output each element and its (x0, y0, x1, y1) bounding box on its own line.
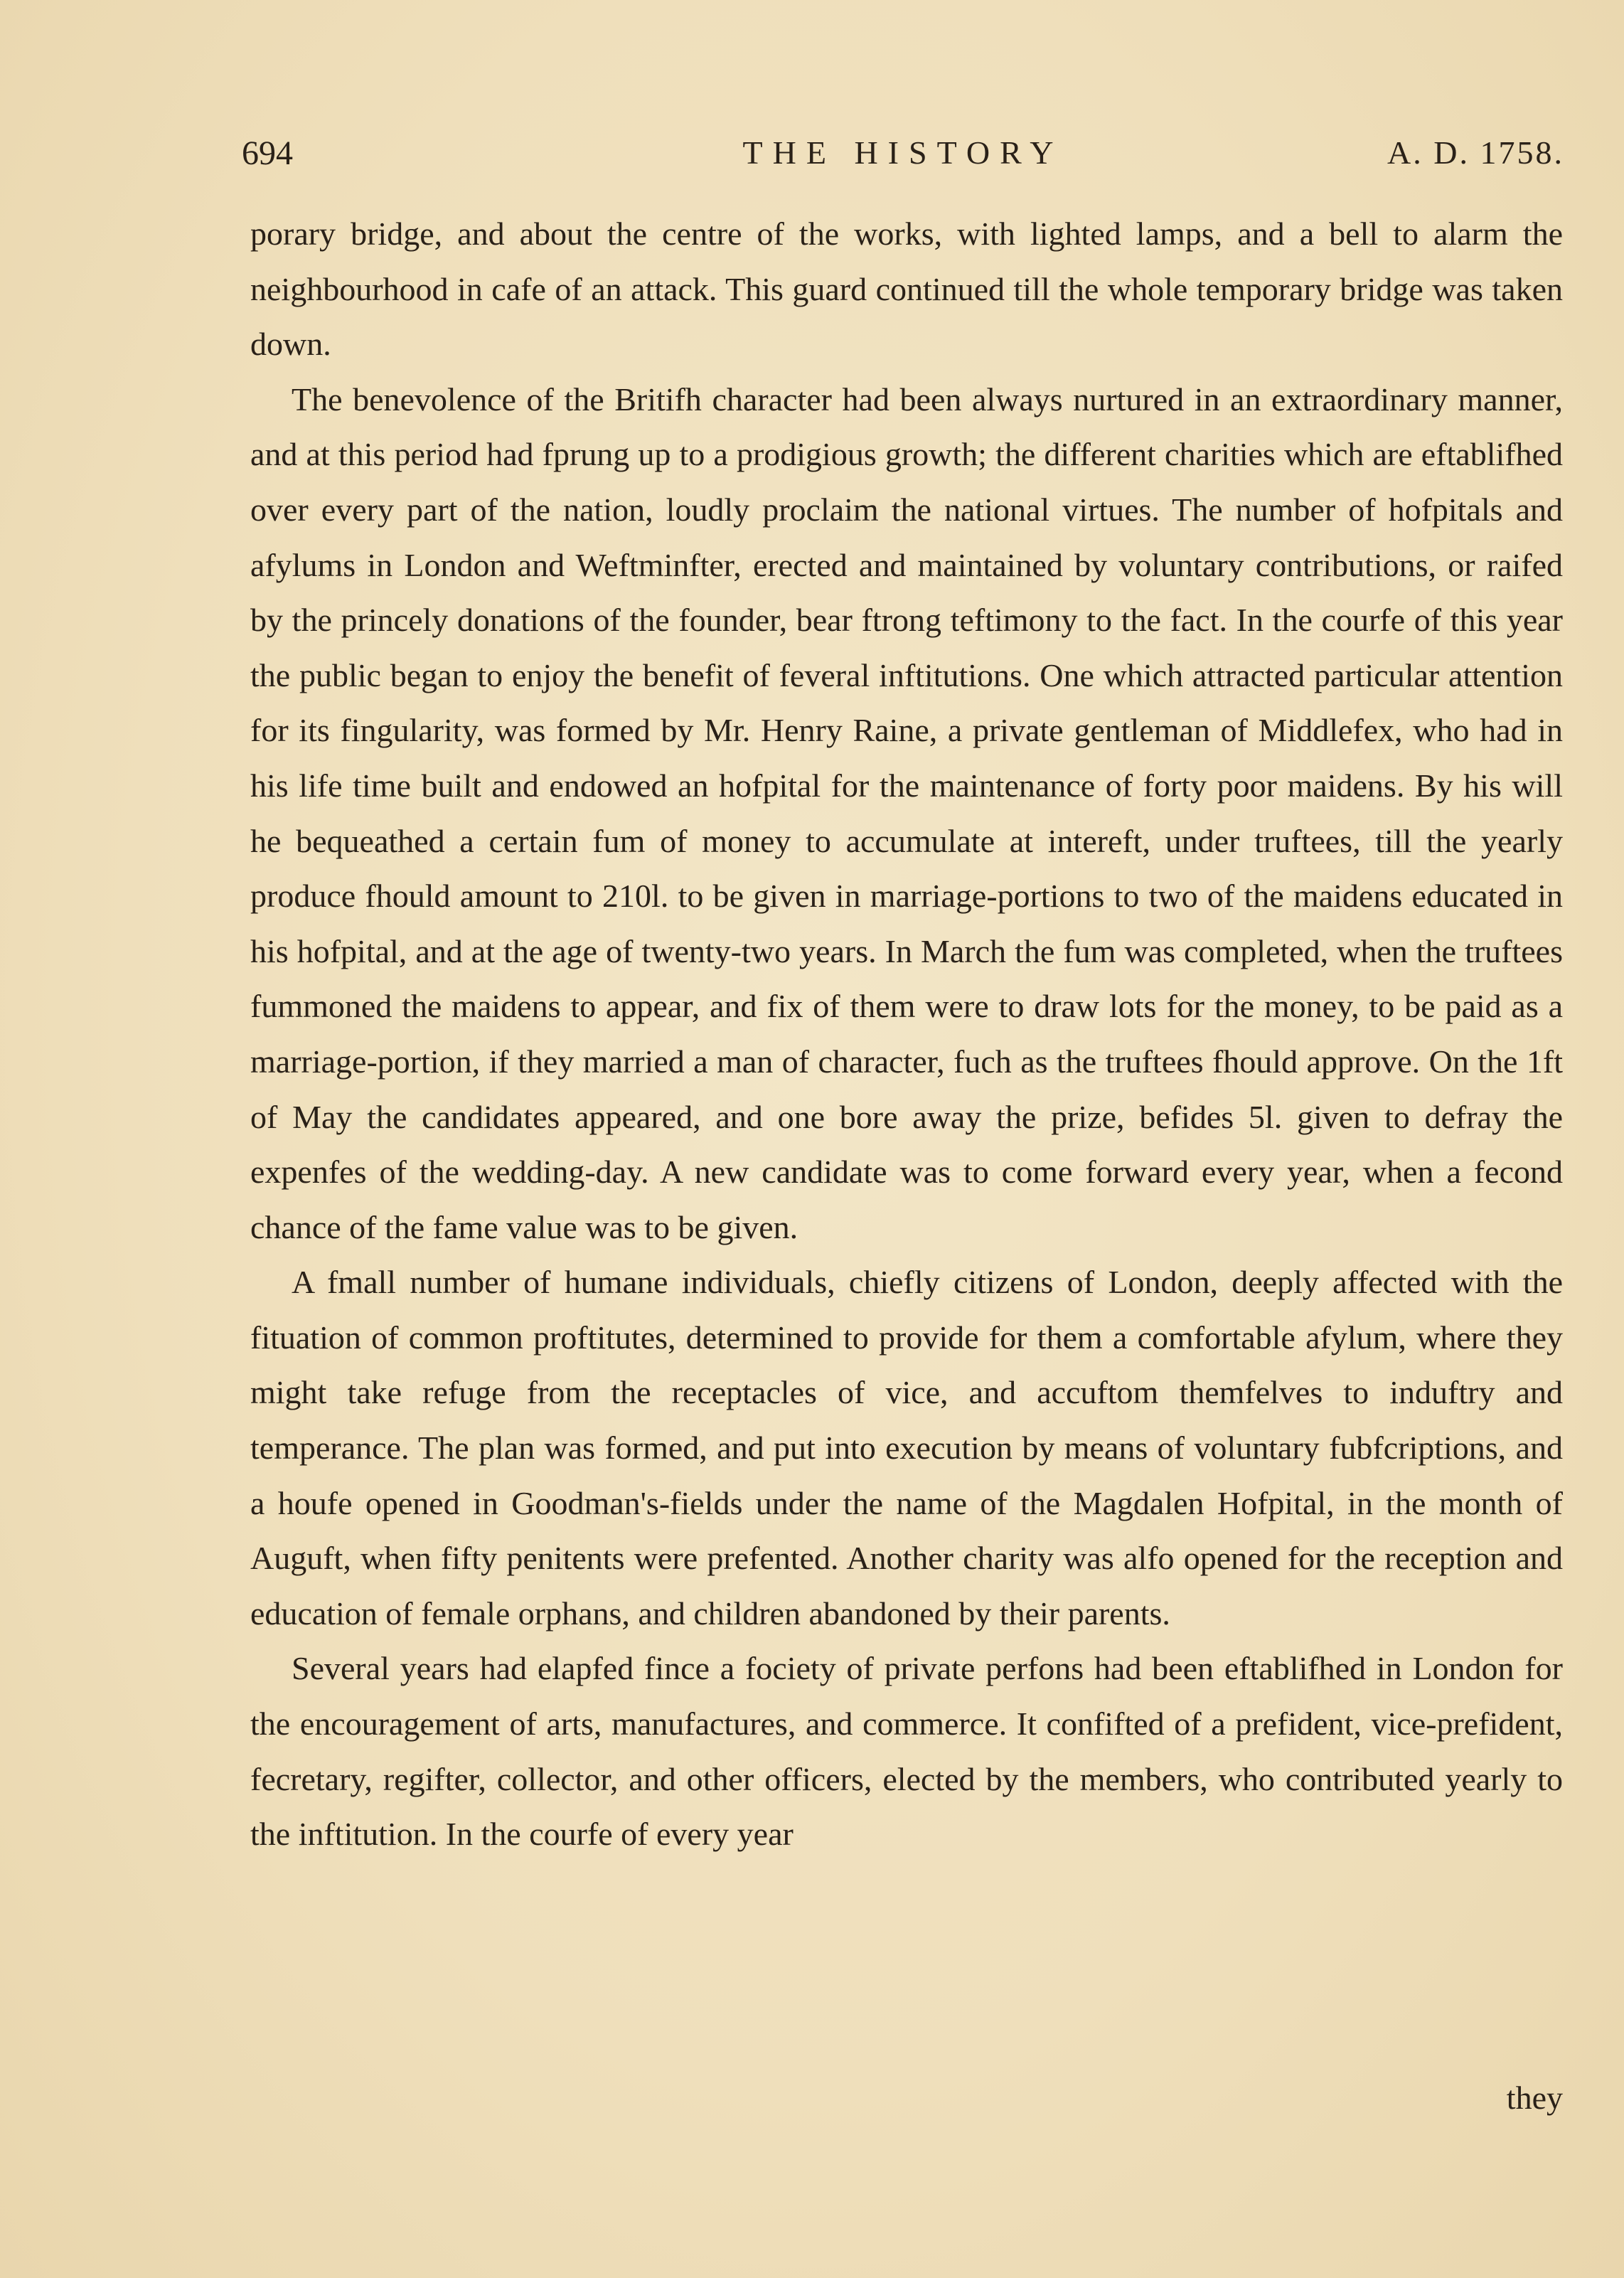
page-number: 694 (242, 134, 293, 172)
paragraph-benevolence: The benevolence of the Britifh character had been always nurtured in an extraordinary manner, and at this period had fprung up to a prodigious growth; the different charities which are eftablifhed over every part of the nation, loudly proclaim the national virtues. The number of hofpitals and afylums in London and Weftminfter, erected and maintained by voluntary contributions, or raifed by the princely donations of the founder, bear ftrong teftimony to the fact. In the courfe of this year the public began to enjoy the benefit of feveral inftitutions. One which attracted particular attention for its fingularity, was formed by Mr. Henry Raine, a private gentleman of Middlefex, who had in his life time built and endowed an hofpital for the maintenance of forty poor maidens. By his will he bequeathed a certain fum of money to accumulate at intereft, under truftees, till the yearly produce fhould amount to 210l. to be given in marriage-portions to two of the maidens educated in his hofpital, and at the age of twenty-two years. In March the fum was completed, when the truftees fummoned the maidens to appear, and fix of them were to draw lots for the money, to be paid as a marriage-portion, if they married a man of character, fuch as the truftees fhould approve. On the 1ft of May the candidates appeared, and one bore away the prize, befides 5l. given to defray the expenfes of the wedding-day. A new candidate was to come forward every year, when a fecond chance of the fame value was to be given. (250, 380, 1563, 1245)
running-date: A. D. 1758. (1387, 134, 1564, 171)
body-text (250, 206, 1563, 1862)
paragraph-magdalen: A fmall number of humane individuals, chiefly citizens of London, deeply affected with the fituation of common proftitutes, determined to provide for them a comfortable afylum, where they might take refuge from the receptacles of vice, and accuftom themfelves to induftry and temperance. The plan was formed, and put into execution by means of voluntary fubfcriptions, and a houfe opened in Goodman's-fields under the name of the Magdalen Hofpital, in the month of Auguft, when fifty penitents were prefented. Another charity was alfo opened for the reception and education of female orphans, and children abandoned by their parents. (250, 1264, 1563, 1632)
running-title: THE HISTORY (742, 134, 1064, 171)
paragraph-continued: porary bridge, and about the centre of the works, with lighted lamps, and a bell to alarm the neighbourhood in cafe of an attack. This guard continued till the whole temporary bridge was taken down. (250, 215, 1563, 363)
running-head (242, 134, 1564, 183)
paragraph-society: Several years had elapfed fince a fociety of private perfons had been eftablifhed in London for the encouragement of arts, manufactures, and commerce. It confifted of a prefident, vice-prefident, fecretary, regifter, collector, and other officers, elected by the members, who contributed yearly to the inftitution. In the courfe of every year (250, 1650, 1563, 1853)
catchword: they (1506, 2080, 1563, 2116)
